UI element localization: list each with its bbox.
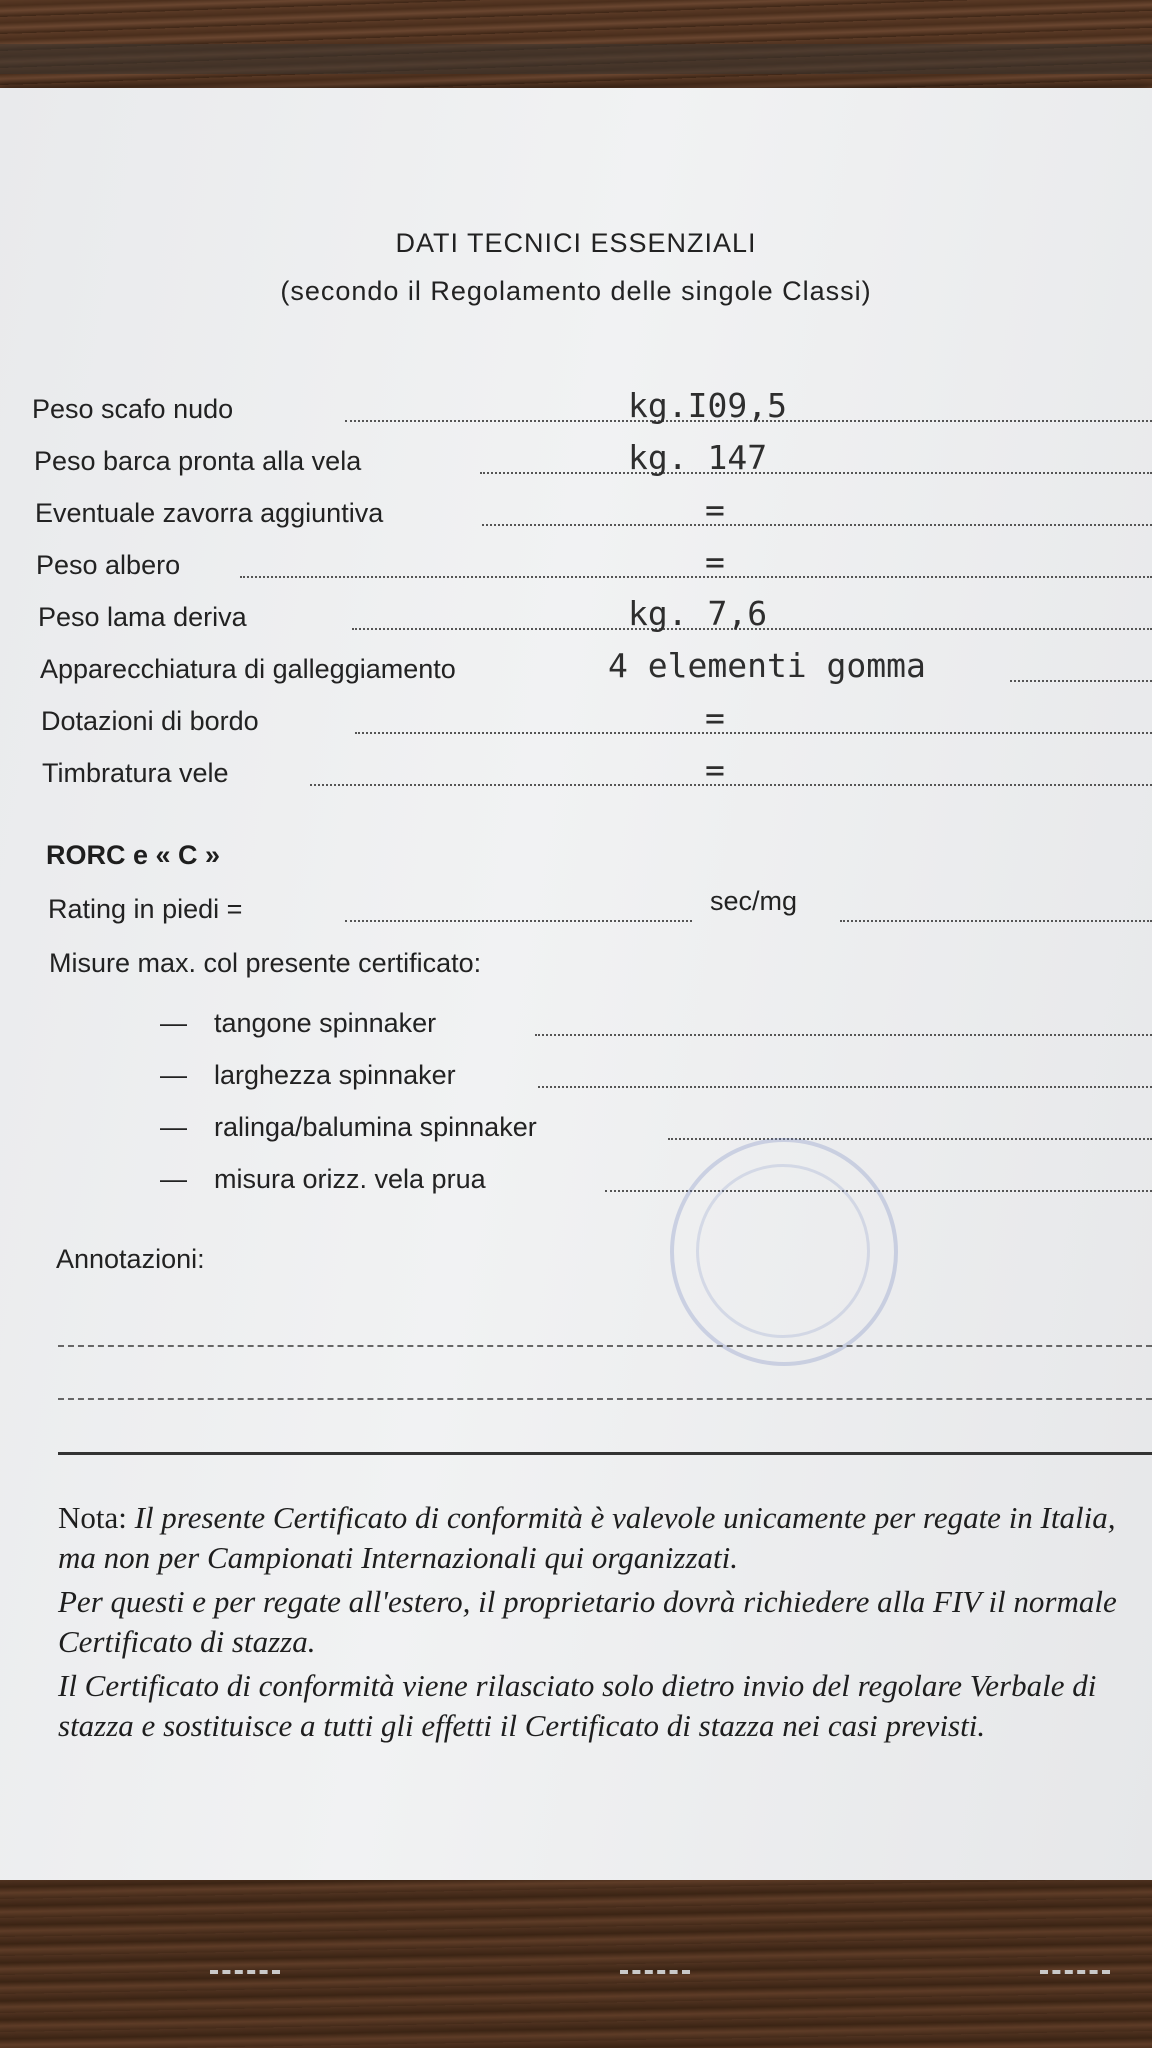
annotazioni-label: Annotazioni: bbox=[56, 1244, 205, 1274]
field-value: kg.I09,5 bbox=[628, 386, 787, 425]
field-value: = bbox=[705, 750, 725, 789]
nota-paragraph bbox=[58, 1582, 1152, 1662]
field-label: Eventuale zavorra aggiuntiva bbox=[35, 498, 384, 528]
annotation-line bbox=[58, 1398, 1152, 1400]
field-peso-scafo-nudo bbox=[0, 386, 1152, 430]
dotted-leader bbox=[345, 920, 692, 922]
misura-label: tangone spinnaker bbox=[214, 1008, 437, 1038]
dotted-leader bbox=[480, 472, 1152, 474]
nota-paragraph bbox=[58, 1498, 1152, 1578]
dotted-leader bbox=[355, 732, 1152, 734]
field-label: Timbratura vele bbox=[42, 758, 229, 788]
misura-item bbox=[0, 1052, 1152, 1096]
separator-line bbox=[58, 1452, 1152, 1455]
field-value: kg. 147 bbox=[628, 438, 768, 477]
nota-text: Per questi e per regate all'estero, il proprietario dovrà richiedere alla FIV il normale Certificato di stazza. bbox=[58, 1584, 1117, 1659]
field-label: Peso scafo nudo bbox=[32, 394, 234, 424]
misura-item bbox=[0, 1104, 1152, 1148]
field-value: = bbox=[705, 698, 725, 737]
wooden-surface-bottom bbox=[0, 1880, 1152, 2048]
field-timbratura bbox=[0, 750, 1152, 794]
field-label: Dotazioni di bordo bbox=[41, 706, 259, 736]
binder-clip-icon bbox=[210, 1970, 280, 1984]
misura-label: ralinga/balumina spinnaker bbox=[214, 1112, 537, 1142]
misure-label: Misure max. col presente certificato: bbox=[49, 948, 482, 978]
certificate-page bbox=[0, 88, 1152, 1880]
field-dotazioni bbox=[0, 698, 1152, 742]
dotted-leader bbox=[482, 524, 1152, 526]
page-subtitle: (secondo il Regolamento delle singole Classi) bbox=[280, 276, 872, 306]
dotted-leader bbox=[1010, 680, 1152, 682]
field-value: kg. 7,6 bbox=[628, 594, 768, 633]
misura-item bbox=[0, 1000, 1152, 1044]
field-peso-albero bbox=[0, 542, 1152, 586]
misura-label: misura orizz. vela prua bbox=[214, 1164, 486, 1194]
field-galleggiamento bbox=[0, 646, 1152, 690]
field-value: = bbox=[705, 490, 725, 529]
dotted-leader bbox=[535, 1034, 1152, 1036]
annotation-line bbox=[58, 1345, 1152, 1347]
dotted-leader bbox=[240, 576, 1152, 578]
dotted-leader bbox=[668, 1138, 1152, 1140]
dotted-leader bbox=[840, 920, 1152, 922]
field-zavorra bbox=[0, 490, 1152, 534]
binder-clip-icon bbox=[620, 1970, 690, 1984]
faded-stamp bbox=[670, 1138, 898, 1366]
misura-item bbox=[0, 1156, 1152, 1200]
field-value: 4 elementi gomma bbox=[608, 646, 926, 685]
dash-marker: — bbox=[160, 1060, 187, 1090]
binder-strip bbox=[0, 44, 1152, 74]
nota-text: Il Certificato di conformità viene rilasciato solo dietro invio del regolare Verbale di stazza e sostituisce a tutti gli effetti il Certificato di stazza nei casi previsti. bbox=[58, 1668, 1097, 1743]
dotted-leader bbox=[310, 784, 1152, 786]
rorc-heading: RORC e « C » bbox=[46, 840, 221, 870]
field-label: Peso albero bbox=[36, 550, 181, 580]
field-label: Peso barca pronta alla vela bbox=[34, 446, 362, 476]
dash-marker: — bbox=[160, 1112, 187, 1142]
misura-label: larghezza spinnaker bbox=[214, 1060, 456, 1090]
rating-label: Rating in piedi = bbox=[48, 894, 243, 924]
secmg-label: sec/mg bbox=[710, 886, 798, 916]
nota-lead: Nota: bbox=[58, 1500, 127, 1535]
field-peso-barca bbox=[0, 438, 1152, 482]
binder-clip-icon bbox=[1040, 1970, 1110, 1984]
rating-row bbox=[0, 886, 1152, 930]
page-title: DATI TECNICI ESSENZIALI bbox=[395, 228, 757, 258]
field-label: Peso lama deriva bbox=[38, 602, 247, 632]
dash-marker: — bbox=[160, 1164, 187, 1194]
dash-marker: — bbox=[160, 1008, 187, 1038]
nota-text: Il presente Certificato di conformità è valevole unicamente per regate in Italia, ma non per Campionati Internazionali qui organizzati. bbox=[58, 1500, 1116, 1575]
field-label: Apparecchiatura di galleggiamento bbox=[40, 654, 456, 684]
nota-paragraph bbox=[58, 1666, 1152, 1746]
dotted-leader bbox=[538, 1086, 1152, 1088]
field-value: = bbox=[705, 542, 725, 581]
field-lama-deriva bbox=[0, 594, 1152, 638]
